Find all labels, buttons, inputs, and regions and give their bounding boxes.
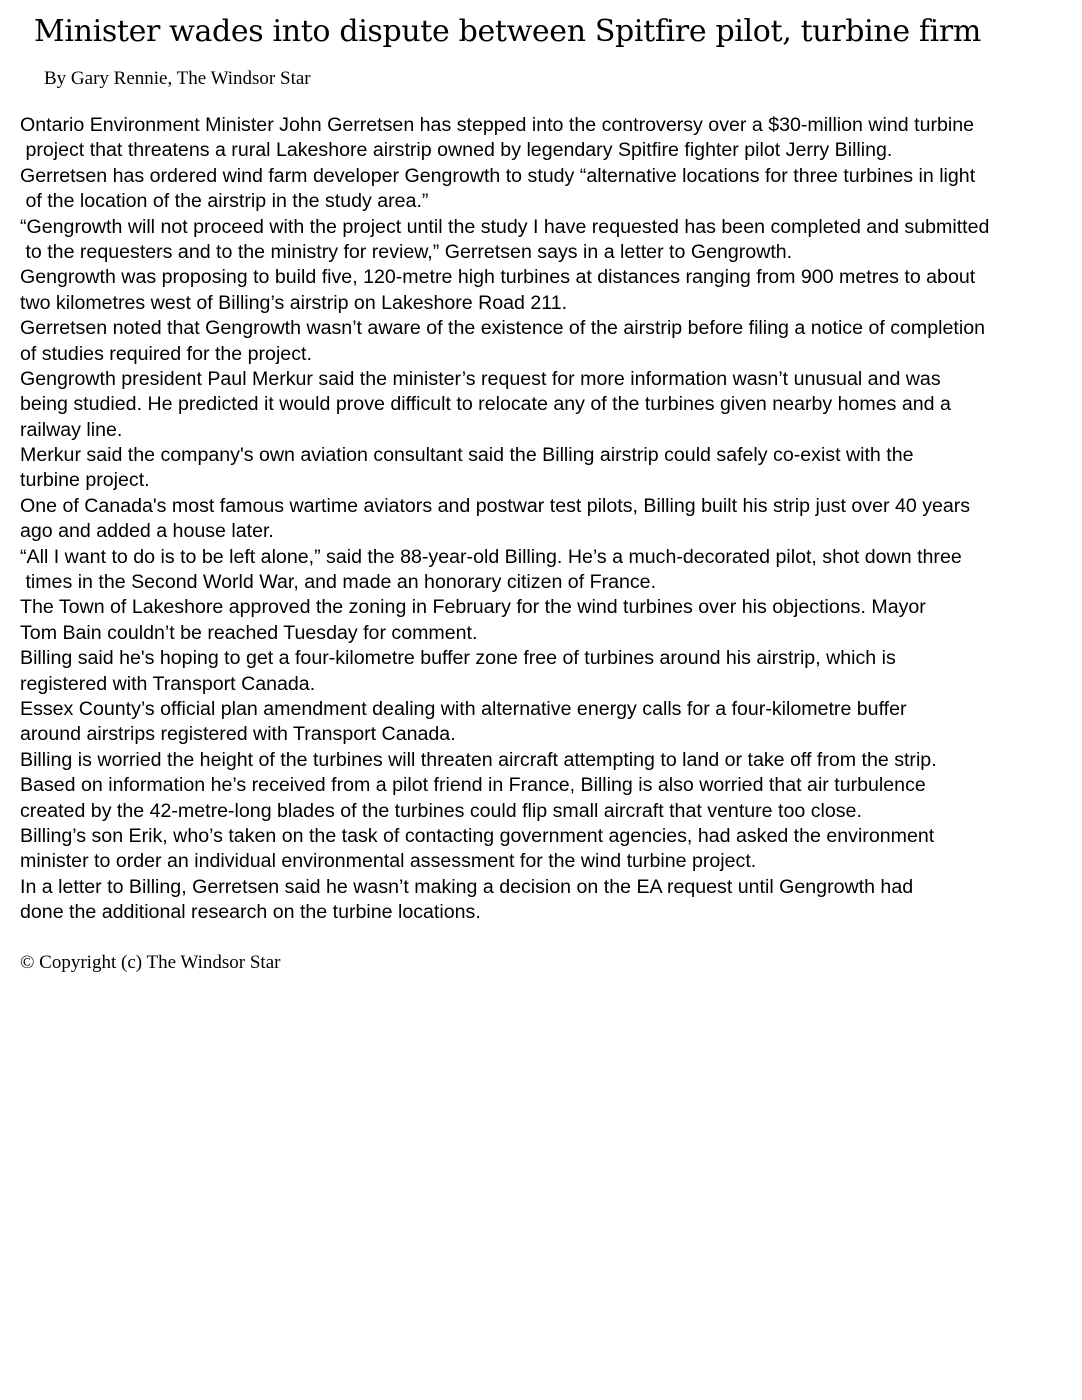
body-line: Essex County’s official plan amendment dealing with alternative energy calls for a four-kilometre buffer — [20, 697, 907, 720]
body-line: Ontario Environment Minister John Gerretsen has stepped into the controversy over a $30-million wind turbine — [20, 114, 975, 136]
body-line: In a letter to Billing, Gerretsen said he wasn’t making a decision on the EA request until Gengrowth had — [20, 875, 914, 898]
body-line: created by the 42-metre-long blades of the turbines could flip small aircraft that venture too close. — [20, 799, 862, 822]
body-line: to the requesters and to the ministry for review,” Gerretsen says in a letter to Gengrowth. — [20, 240, 793, 263]
body-line: Gengrowth was proposing to build five, 120-metre high turbines at distances ranging from 900 metres to about — [20, 266, 976, 289]
body-line: of studies required for the project. — [20, 342, 312, 365]
body-line: two kilometres west of Billing’s airstrip on Lakeshore Road 211. — [20, 291, 568, 314]
body-line: Gengrowth president Paul Merkur said the minister’s request for more information wasn’t unusual and was — [20, 367, 941, 390]
body-line: Based on information he’s received from a pilot friend in France, Billing is also worried that air turbulence — [20, 774, 926, 797]
body-line: The Town of Lakeshore approved the zoning in February for the wind turbines over his objections. Mayor — [20, 596, 926, 619]
body-line: railway line. — [20, 418, 123, 441]
body-line: minister to order an individual environmental assessment for the wind turbine project. — [20, 850, 757, 873]
article-body — [20, 113, 1080, 926]
body-line: Gerretsen noted that Gengrowth wasn’t aware of the existence of the airstrip before filing a notice of completion — [20, 317, 985, 340]
body-line: being studied. He predicted it would prove difficult to relocate any of the turbines given nearby homes and a — [20, 393, 951, 416]
body-line: registered with Transport Canada. — [20, 672, 316, 695]
body-line: Gerretsen has ordered wind farm developer Gengrowth to study “alternative locations for three turbines in light — [20, 164, 976, 187]
body-line: One of Canada's most famous wartime aviators and postwar test pilots, Billing built his strip just over 40 years — [20, 494, 971, 517]
body-line: Tom Bain couldn’t be reached Tuesday for comment. — [20, 621, 478, 644]
body-line: Billing is worried the height of the turbines will threaten aircraft attempting to land or take off from the strip. — [20, 748, 937, 771]
copyright-notice: © Copyright (c) The Windsor Star — [20, 952, 281, 973]
body-line: done the additional research on the turbine locations. — [20, 901, 481, 924]
body-line: project that threatens a rural Lakeshore airstrip owned by legendary Spitfire fighter pilot Jerry Billing. — [20, 139, 893, 162]
body-line: Billing’s son Erik, who’s taken on the task of contacting government agencies, had asked the environment — [20, 824, 935, 847]
body-line: of the location of the airstrip in the study area.” — [20, 190, 429, 213]
body-line: Billing said he's hoping to get a four-kilometre buffer zone free of turbines around his airstrip, which is — [20, 647, 896, 670]
body-line: around airstrips registered with Transport Canada. — [20, 723, 456, 746]
article-headline: Minister wades into dispute between Spitfire pilot, turbine firm — [34, 14, 981, 49]
body-line: “All I want to do is to be left alone,” said the 88-year-old Billing. He’s a much-decorated pilot, shot down three — [20, 545, 962, 568]
article-byline: By Gary Rennie, The Windsor Star — [44, 68, 311, 89]
body-line: turbine project. — [20, 469, 150, 492]
body-line: ago and added a house later. — [20, 520, 274, 543]
body-line: Merkur said the company's own aviation consultant said the Billing airstrip could safely co-exist with the — [20, 444, 914, 467]
body-line: times in the Second World War, and made an honorary citizen of France. — [20, 571, 657, 594]
body-line: “Gengrowth will not proceed with the project until the study I have requested has been completed and submitted — [20, 215, 990, 238]
